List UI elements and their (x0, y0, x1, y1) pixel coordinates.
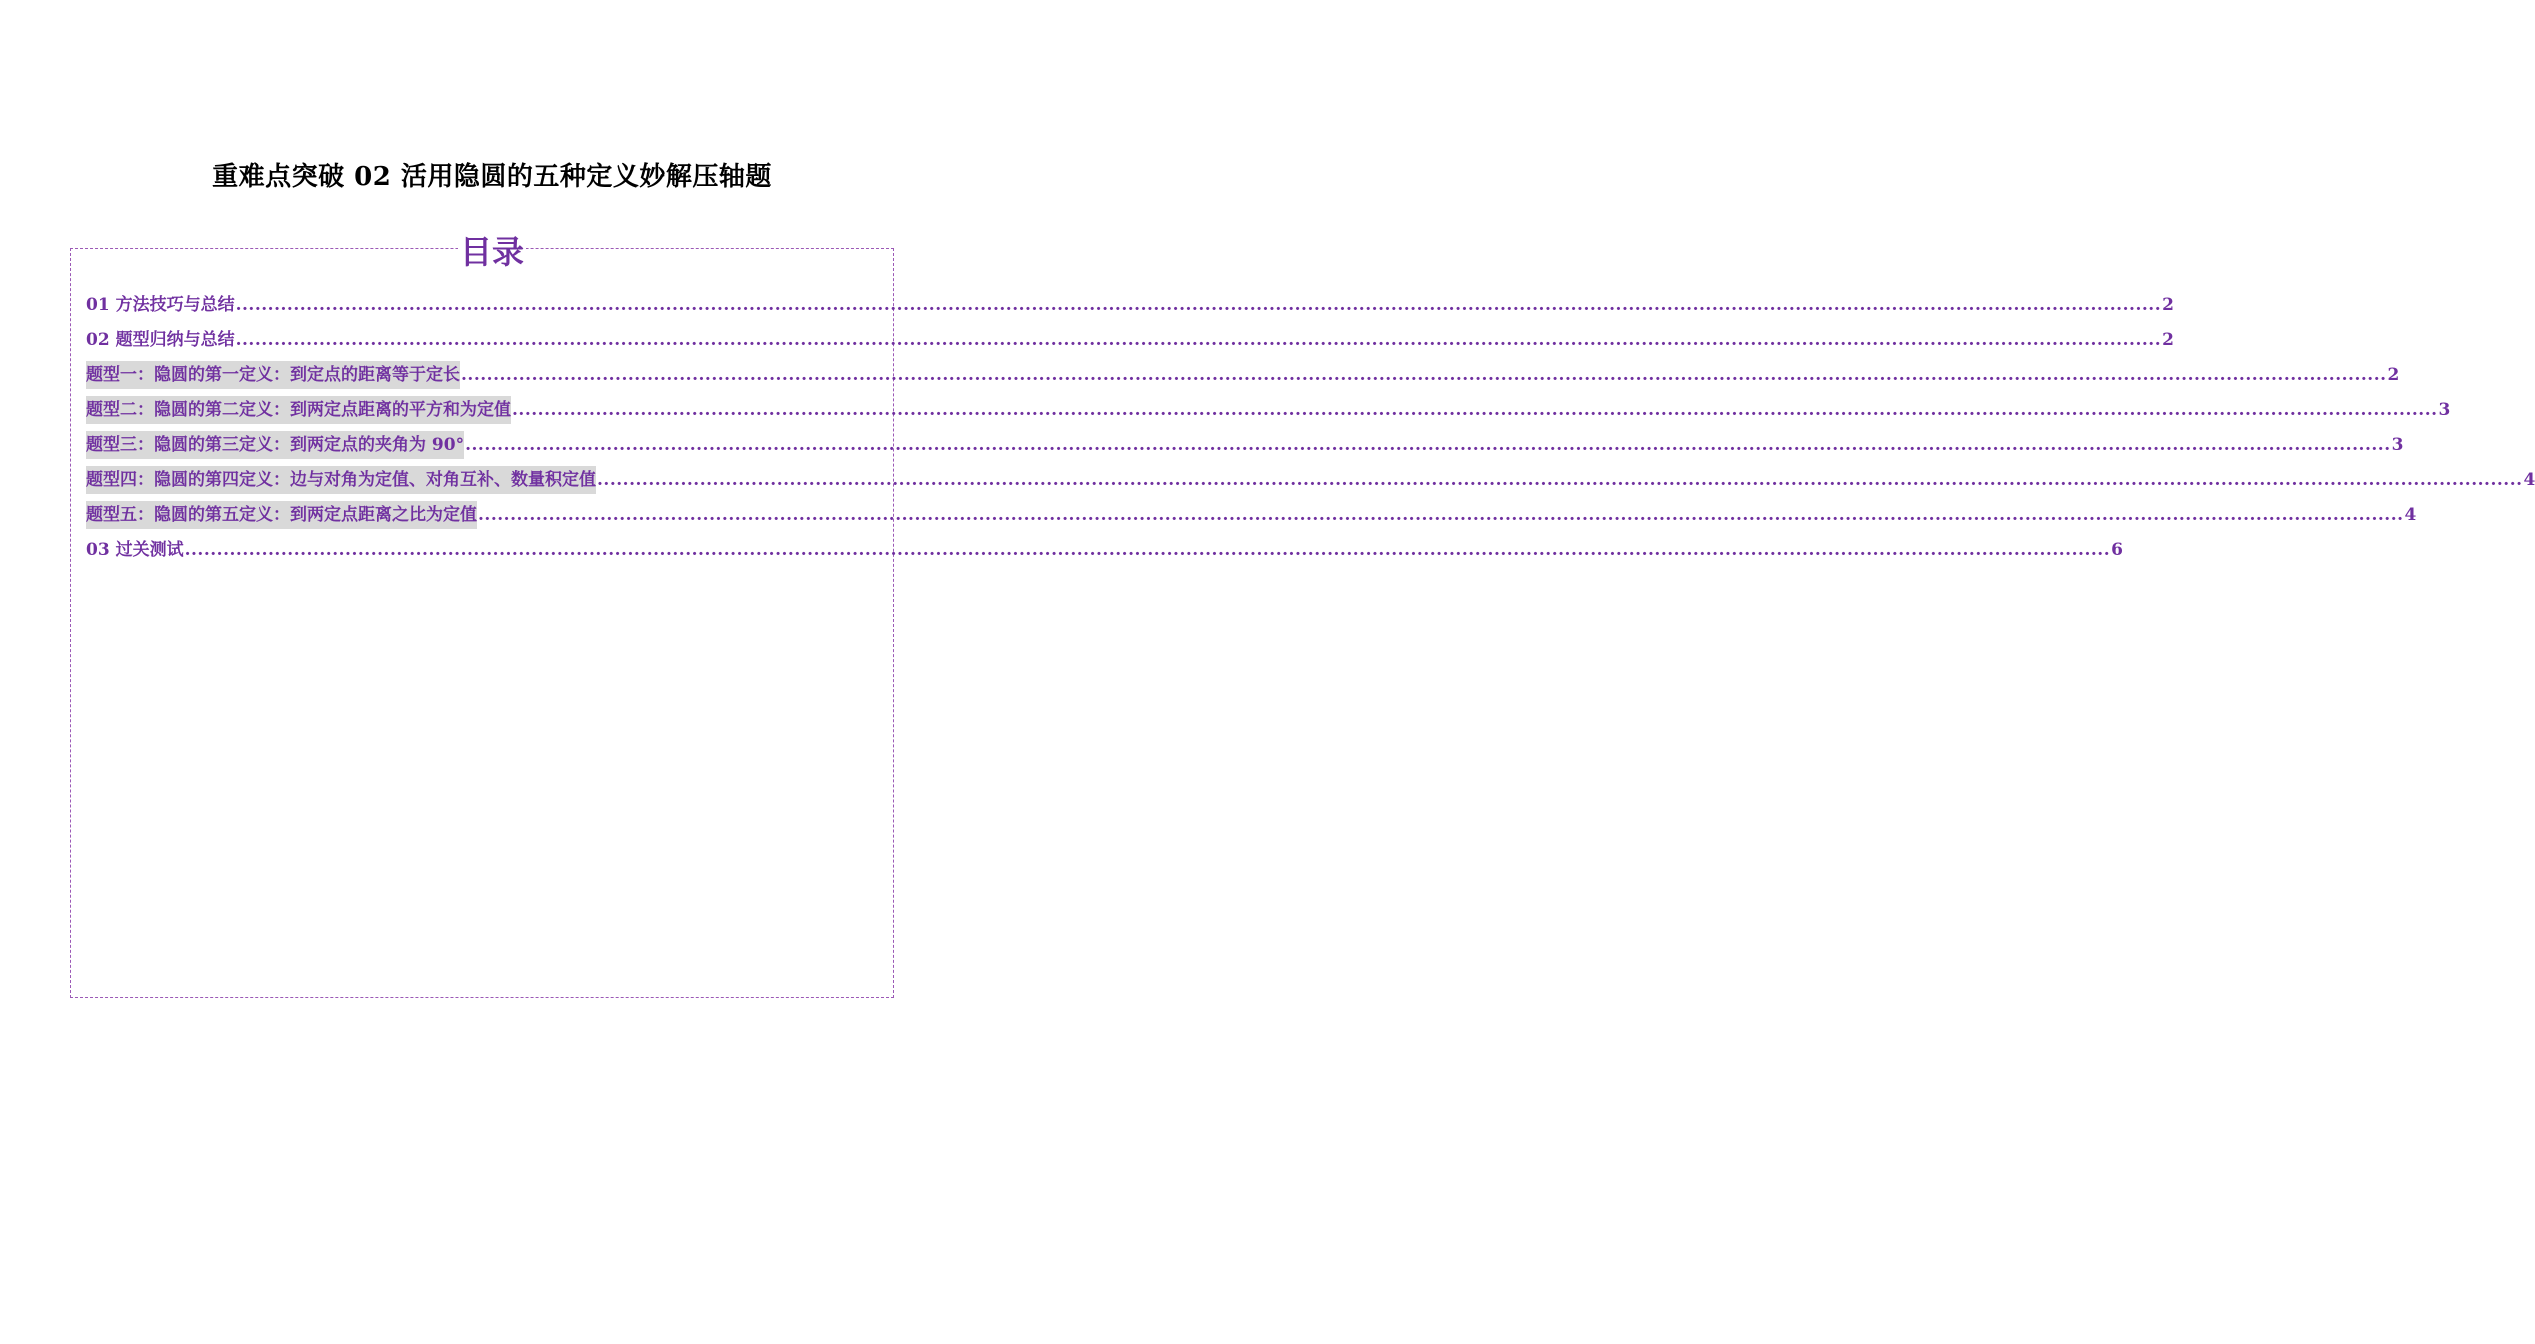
toc-page-number: 2 (2387, 365, 2400, 385)
toc-entry-type-2[interactable] (86, 396, 2451, 431)
toc-leader-dots: ............................................................................................................................................................................................................................................................................................................ (461, 365, 2387, 385)
toc-leader-dots: ............................................................................................................................................................................................................................................................................................................ (478, 505, 2404, 525)
toc-page-number: 2 (2162, 330, 2174, 350)
toc-heading-text: 目录 (459, 233, 524, 271)
toc-heading (0, 232, 984, 272)
toc-entry-label: 题型三：隐圆的第三定义：到两定点的夹角为 90° (86, 431, 464, 459)
toc-leader-dots: ............................................................................................................................................................................................................................................................................................................ (597, 470, 2523, 490)
toc-entry-type-summary[interactable] (86, 326, 2174, 361)
toc-page-number: 3 (2438, 400, 2451, 420)
toc-leader-dots: ............................................................................................................................................................................................................................................................................................................ (465, 435, 2391, 455)
toc-page-number: 6 (2111, 540, 2123, 560)
toc-leader-dots: ............................................................................................................................................................................................................................................................................................................ (235, 330, 2162, 350)
page-title: 重难点突破 02 活用隐圆的五种定义妙解压轴题 (212, 162, 772, 192)
toc-entry-type-3[interactable] (86, 431, 2404, 466)
toc-entry-label: 03 过关测试 (86, 540, 184, 560)
toc-leader-dots: ............................................................................................................................................................................................................................................................................................................ (184, 540, 2111, 560)
toc-entry-label: 题型二：隐圆的第二定义：到两定点距离的平方和为定值 (86, 396, 511, 424)
toc-entry-label: 题型四：隐圆的第四定义：边与对角为定值、对角互补、数量积定值 (86, 466, 596, 494)
toc-page-number: 4 (2523, 470, 2535, 490)
toc-entry-label: 01 方法技巧与总结 (86, 295, 235, 315)
toc-entry-type-1[interactable] (86, 361, 2400, 396)
toc-entry-label: 题型五：隐圆的第五定义：到两定点距离之比为定值 (86, 501, 477, 529)
toc-entry-type-4[interactable] (86, 466, 2535, 501)
toc-entry-method-summary[interactable] (86, 291, 2174, 326)
toc-page-number: 3 (2391, 435, 2404, 455)
toc-entry-type-5[interactable] (86, 501, 2417, 536)
toc-page-number: 4 (2404, 505, 2417, 525)
toc-list (86, 291, 2535, 571)
toc-entry-label: 02 题型归纳与总结 (86, 330, 235, 350)
toc-page-number: 2 (2162, 295, 2174, 315)
toc-leader-dots: ............................................................................................................................................................................................................................................................................................................ (235, 295, 2162, 315)
toc-leader-dots: ............................................................................................................................................................................................................................................................................................................ (512, 400, 2438, 420)
toc-entry-review-test[interactable] (86, 536, 2123, 571)
toc-entry-label: 题型一：隐圆的第一定义：到定点的距离等于定长 (86, 361, 460, 389)
